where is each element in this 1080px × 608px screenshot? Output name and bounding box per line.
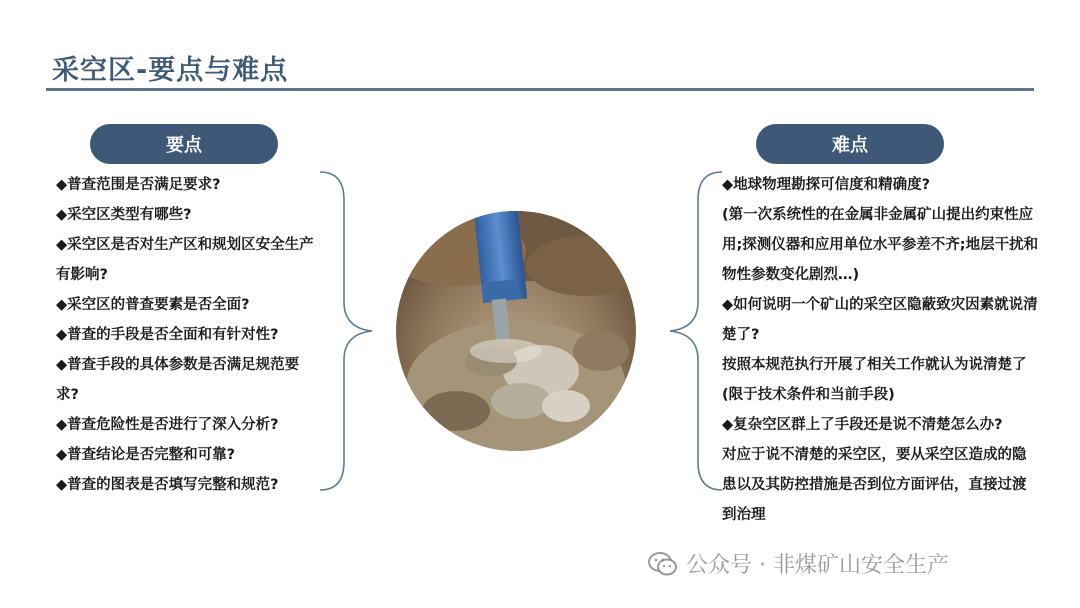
key-point-item: ◆普查的图表是否填写完整和规范? [56,477,279,493]
difficulties-heading: 难点 [756,124,944,164]
difficulty-item: ◆如何说明一个矿山的采空区隐蔽致灾因素就说清楚了? [722,297,1038,343]
key-point-item: ◆普查的手段是否全面和有针对性? [56,327,279,343]
key-points-heading: 要点 [90,124,278,164]
key-points-list [56,170,318,500]
difficulty-item: ◆地球物理勘探可信度和精确度? [722,177,931,193]
key-point-item: ◆普查手段的具体参数是否满足规范要求? [56,357,300,403]
right-brace [664,170,724,492]
key-point-item: ◆普查结论是否完整和可靠? [56,447,236,463]
wechat-icon [648,551,678,577]
key-point-item: ◆普查范围是否满足要求? [56,177,221,193]
key-point-item: ◆采空区类型有哪些? [56,207,192,223]
difficulty-item: (第一次系统性的在金属非金属矿山提出约束性应用;探测仪器和应用单位水平参差不齐;地层干扰和物性参数变化剧烈…) [722,207,1039,283]
difficulty-item: 对应于说不清楚的采空区，要从采空区造成的隐患以及其防控措施是否到位方面评估，直接过渡到治理 [722,447,1027,523]
difficulty-item: 按照本规范执行开展了相关工作就认为说清楚了(限于技术条件和当前手段) [722,357,1027,403]
key-point-item: ◆普查危险性是否进行了深入分析? [56,417,279,433]
watermark [648,548,949,579]
difficulties-list [722,170,1040,530]
key-point-item: ◆采空区的普查要素是否全面? [56,297,250,313]
title-divider [46,88,1034,91]
left-brace [318,170,378,492]
watermark-text: 公众号 · 非煤矿山安全生产 [686,553,949,578]
page-title: 采空区-要点与难点 [52,55,289,86]
rock-breaker-photo [396,211,636,451]
key-point-item: ◆采空区是否对生产区和规划区安全生产有影响? [56,237,314,283]
difficulty-item: ◆复杂空区群上了手段还是说不清楚怎么办? [722,417,1003,433]
